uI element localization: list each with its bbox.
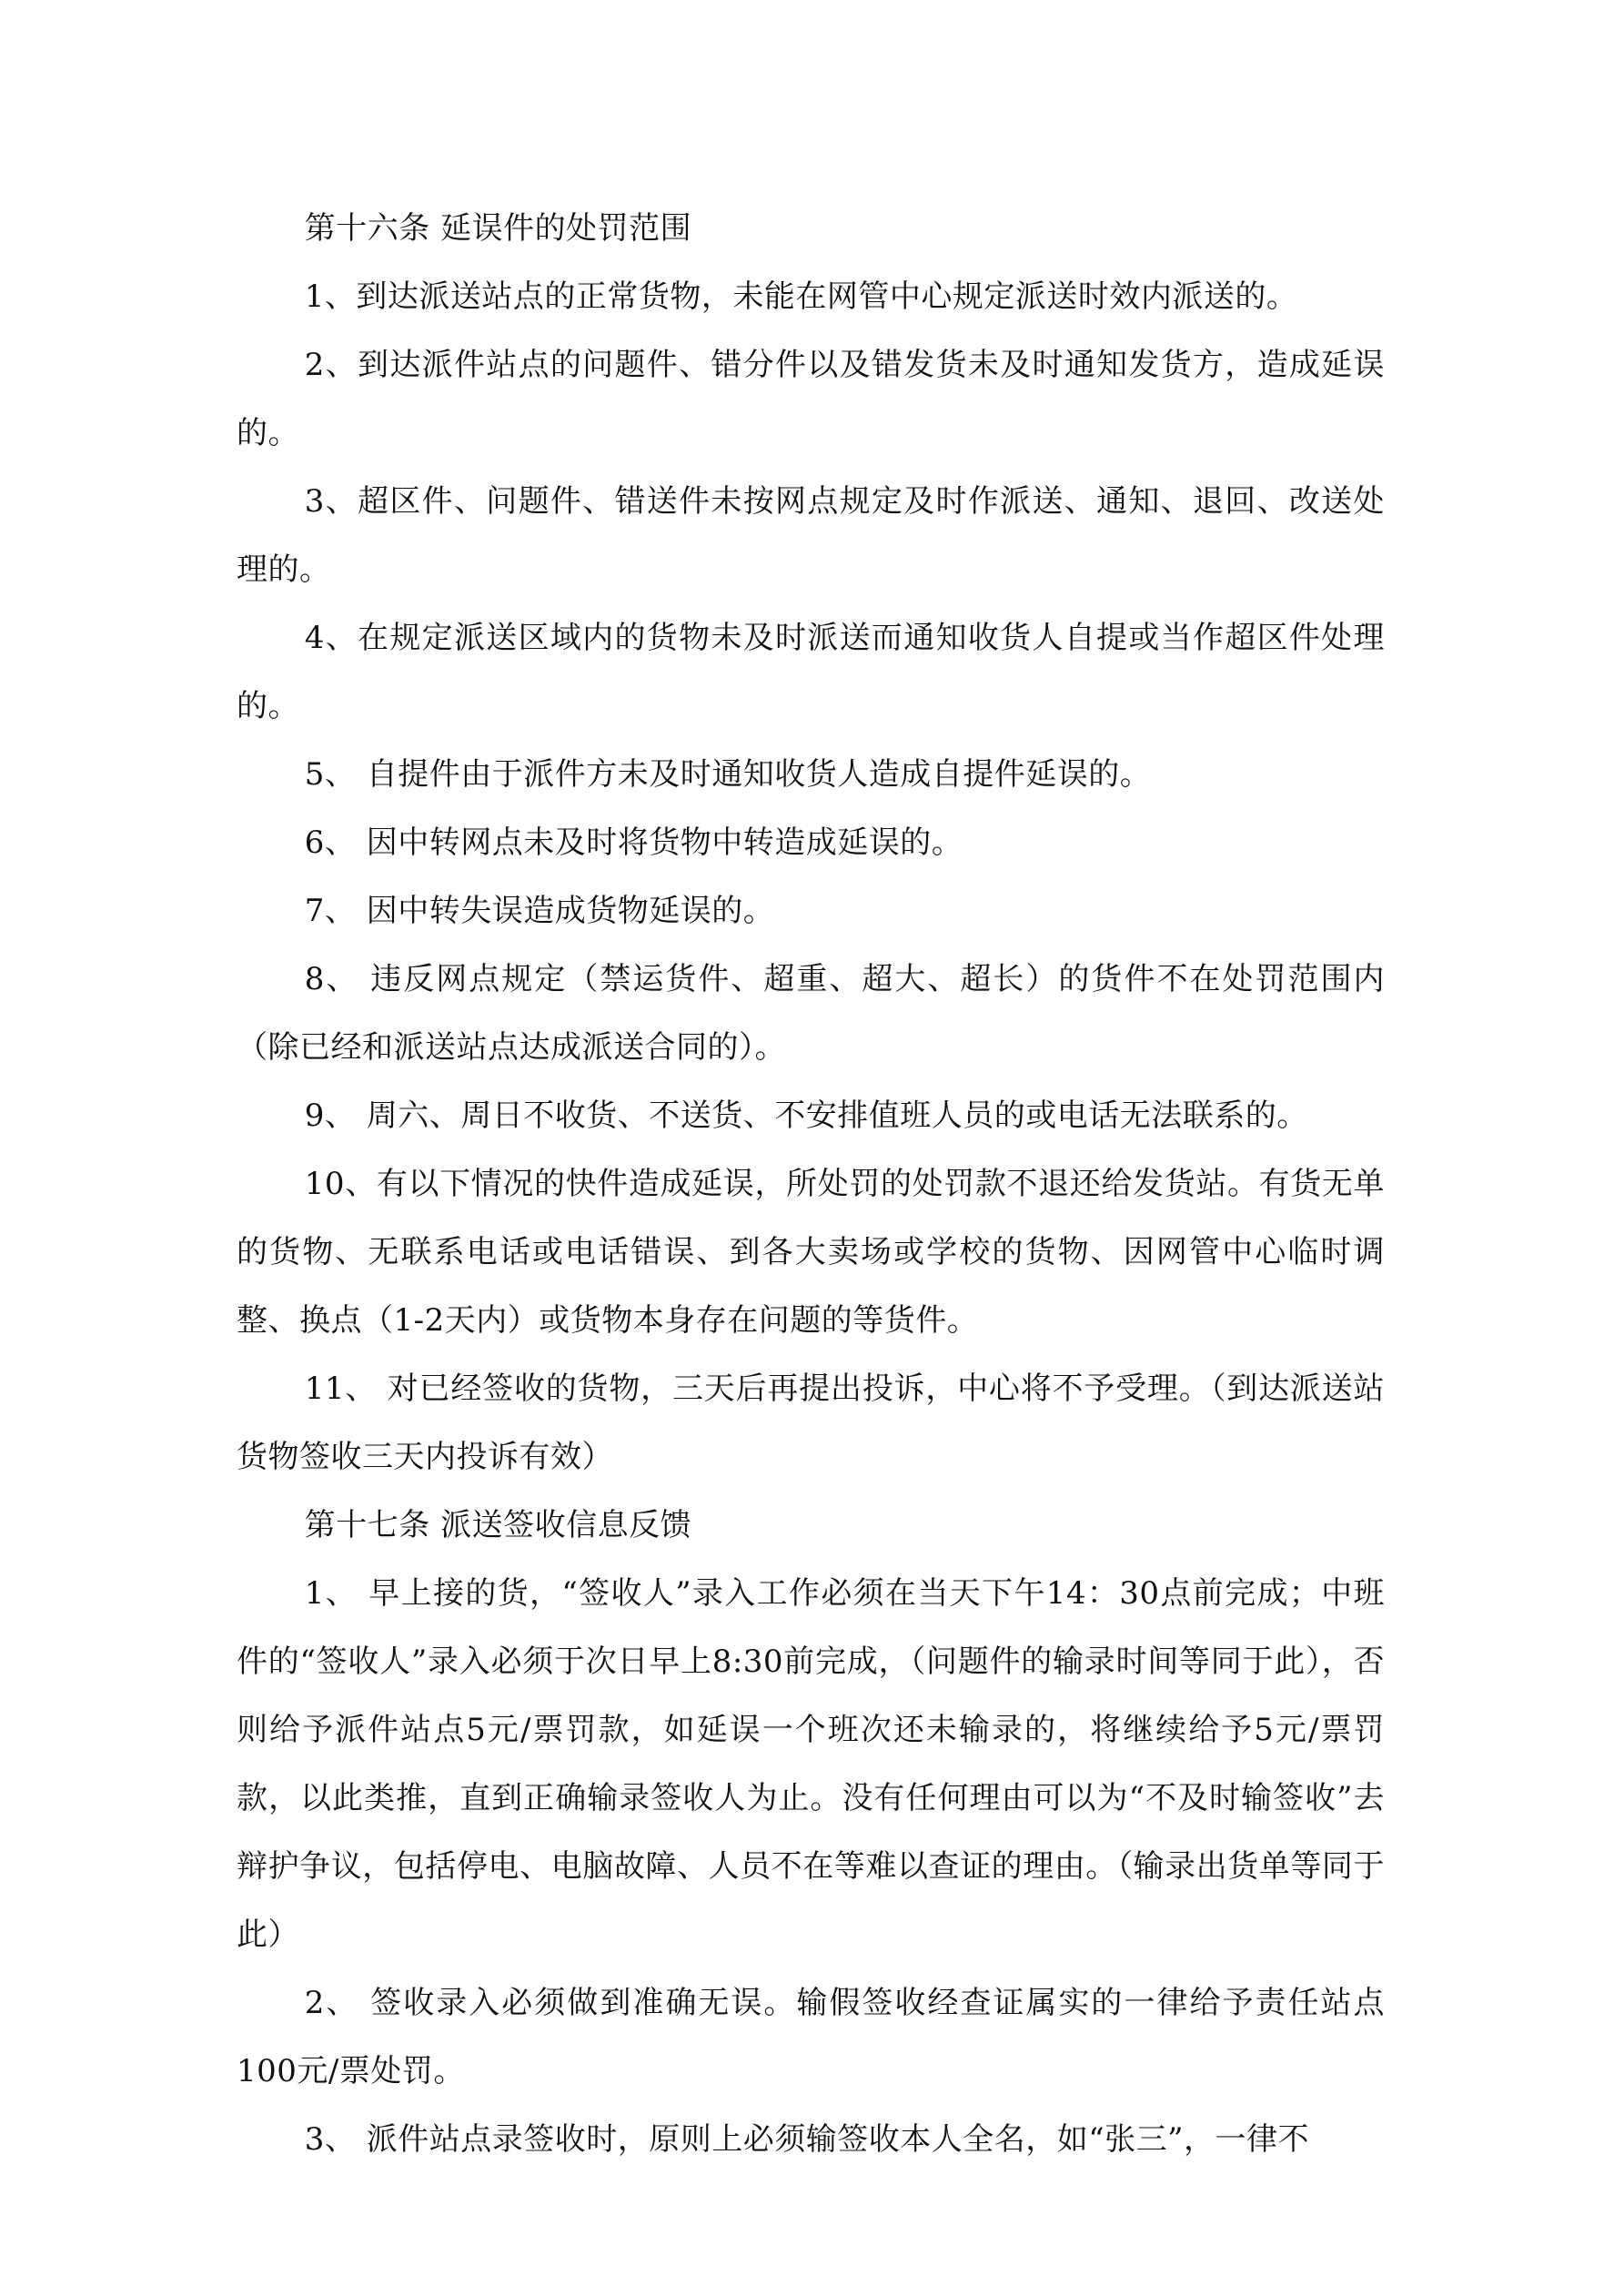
paragraph: 1、到达派送站点的正常货物，未能在网管中心规定派送时效内派送的。 — [304, 278, 1298, 315]
paragraph: 1、 早上接的货，“签收人”录入工作必须在当天下午14：30点前完成；中班件的“签收人”录入必须于次日早上8:30前完成，（问题件的输录时间等同于此），否则给予派件站点5元/票罚款，如延误一个班次还未输录的，将继续给予5元/票罚款，以此类推，直到正确输录签收人为止。没有任何理由可以为“不及时输签收”去辩护争议，包括停电、电脑故障、人员不在等难以查证的理由。（输录出货单等同于此） — [237, 1575, 1385, 1953]
article-17-heading: 第十七条 派送签收信息反馈 — [304, 1507, 692, 1543]
paragraph: 11、 对已经签收的货物，三天后再提出投诉，中心将不予受理。（到达派送站货物签收三天内投诉有效） — [237, 1371, 1385, 1475]
paragraph: 7、 因中转失误造成货物延误的。 — [304, 893, 775, 929]
paragraph: 8、 违反网点规定（禁运货件、超重、超大、超长）的货件不在处罚范围内（除已经和派送站点达成派送合同的）。 — [237, 961, 1385, 1066]
paragraph: 10、有以下情况的快件造成延误，所处罚的处罚款不退还给发货站。有货无单的货物、无联系电话或电话错误、到各大卖场或学校的货物、因网管中心临时调整、换点（1-2天内）或货物本身存在问题的等货件。 — [237, 1166, 1385, 1339]
paragraph: 3、超区件、问题件、错送件未按网点规定及时作派送、通知、退回、改送处理的。 — [237, 483, 1385, 588]
paragraph: 9、 周六、周日不收货、不送货、不安排值班人员的或电话无法联系的。 — [304, 1097, 1308, 1134]
paragraph: 3、 派件站点录签收时，原则上必须输签收本人全名，如“张三”，一律不 — [304, 2121, 1309, 2158]
paragraph: 2、到达派件站点的问题件、错分件以及错发货未及时通知发货方，造成延误的。 — [237, 347, 1385, 451]
document-page — [237, 195, 1385, 2174]
paragraph: 5、 自提件由于派件方未及时通知收货人造成自提件延误的。 — [304, 756, 1152, 793]
article-16-heading: 第十六条 延误件的处罚范围 — [304, 210, 692, 247]
paragraph: 2、 签收录入必须做到准确无误。输假签收经查证属实的一律给予责任站点100元/票处罚。 — [237, 1985, 1385, 2089]
paragraph: 6、 因中转网点未及时将货物中转造成延误的。 — [304, 824, 963, 861]
paragraph: 4、在规定派送区域内的货物未及时派送而通知收货人自提或当作超区件处理的。 — [237, 620, 1385, 724]
